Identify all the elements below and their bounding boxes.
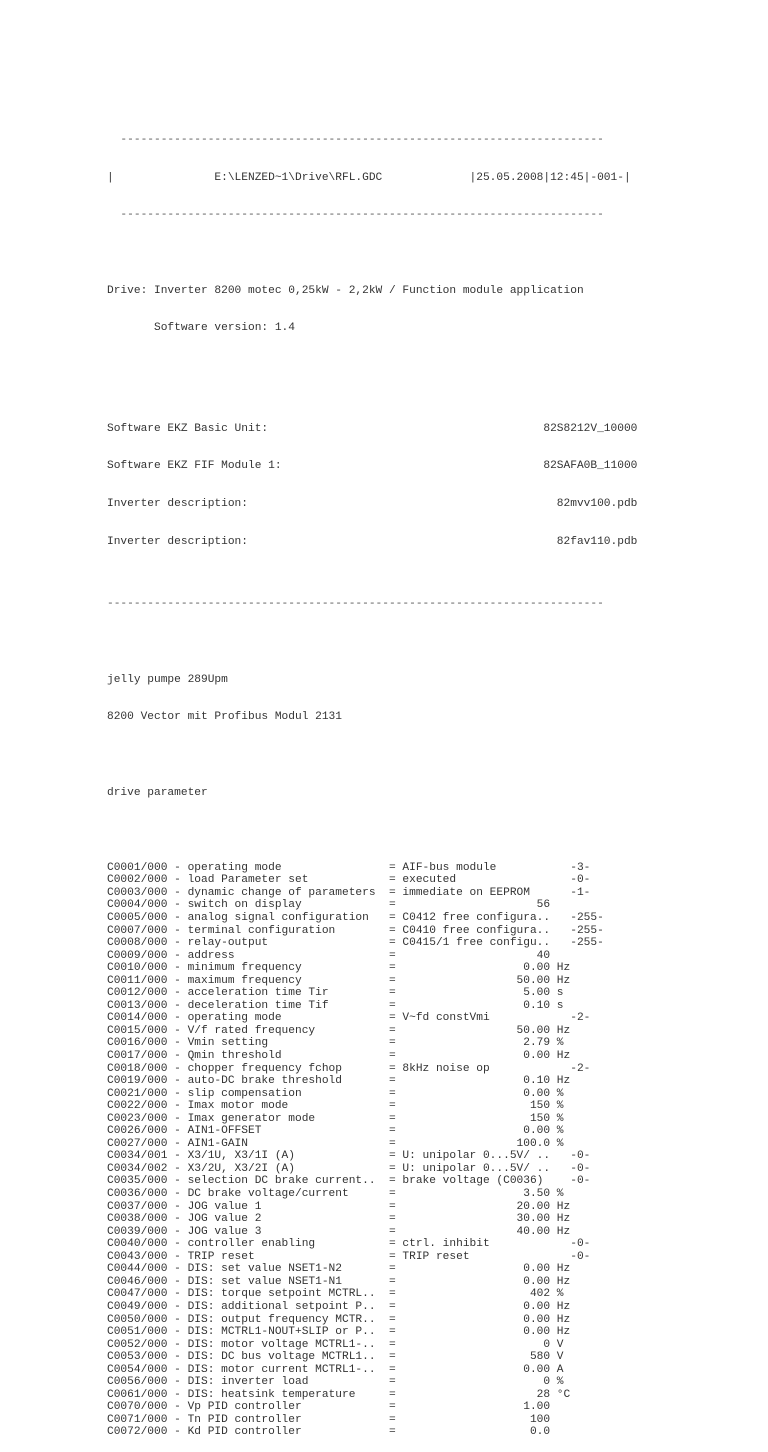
parameter-row: C0003/000 - dynamic change of parameters = immediate on EEPROM -1-	[107, 886, 591, 899]
parameter-row: C0013/000 - deceleration time Tif = 0.10 s	[107, 999, 564, 1012]
parameter-row: C0056/000 - DIS: inverter load = 0 %	[107, 1376, 564, 1389]
parameter-row: C0014/000 - operating mode = V~fd constVmi -2-	[107, 1012, 591, 1025]
blank-line	[107, 247, 667, 260]
software-line: Software EKZ FIF Module 1: 82SAFA0B_11000	[107, 460, 638, 473]
parameter-row: C0005/000 - analog signal configuration = C0412 free configura.. -255-	[107, 912, 604, 924]
blank-line	[107, 749, 667, 762]
parameter-row: C0012/000 - acceleration time Tir = 5.00 s	[107, 987, 564, 1000]
parameter-list	[107, 862, 667, 1439]
parameter-row: C0038/000 - JOG value 2 = 30.00 Hz	[107, 1213, 571, 1226]
parameter-row: C0053/000 - DIS: DC bus voltage MCTRL1.. = 580 V	[107, 1351, 564, 1364]
parameter-row: C0035/000 - selection DC brake current.. = brake voltage (C0036) -0-	[107, 1175, 591, 1188]
parameter-row: C0022/000 - Imax motor mode = 150 %	[107, 1100, 564, 1113]
parameter-row: C0017/000 - Qmin threshold = 0.00 Hz	[107, 1050, 571, 1063]
software-list	[107, 398, 667, 574]
drive-description: Drive: Inverter 8200 motec 0,25kW - 2,2kW / Function module application	[107, 284, 584, 297]
parameter-row: C0004/000 - switch on display = 56	[107, 899, 551, 912]
parameter-row: C0023/000 - Imax generator mode = 150 %	[107, 1112, 564, 1125]
parameter-row: C0008/000 - relay-output = C0415/1 free configu.. -255-	[107, 937, 604, 950]
parameter-row: C0049/000 - DIS: additional setpoint P.. = 0.00 Hz	[107, 1300, 571, 1313]
blank-line	[107, 636, 667, 649]
blank-line	[107, 824, 667, 837]
parameter-row: C0052/000 - DIS: motor voltage MCTRL1-.. = 0 V	[107, 1338, 564, 1351]
parameter-row: C0015/000 - V/f rated frequency = 50.00 Hz	[107, 1024, 571, 1037]
parameter-row: C0071/000 - Tn PID controller = 100	[107, 1413, 551, 1426]
parameter-row: C0034/001 - X3/1U, X3/1I (A) = U: unipolar 0...5V/ .. -0-	[107, 1150, 591, 1163]
parameter-row: C0018/000 - chopper frequency fchop = 8kHz noise op -2-	[107, 1062, 591, 1075]
parameter-row: C0011/000 - maximum frequency = 50.00 Hz	[107, 974, 571, 987]
parameter-row: C0016/000 - Vmin setting = 2.79 %	[107, 1037, 564, 1050]
parameter-row: C0072/000 - Kd PID controller = 0.0	[107, 1426, 551, 1439]
parameter-row: C0034/002 - X3/2U, X3/2I (A) = U: unipolar 0...5V/ .. -0-	[107, 1162, 591, 1175]
header-title-line: | E:\LENZED~1\Drive\RFL.GDC |25.05.2008|12:45|-001-|	[107, 171, 631, 184]
blank-line	[107, 360, 667, 373]
parameter-row: C0007/000 - terminal configuration = C0410 free configura.. -255-	[107, 924, 604, 937]
parameter-row: C0050/000 - DIS: output frequency MCTR.. = 0.00 Hz	[107, 1313, 571, 1326]
software-line: Inverter description: 82fav110.pdb	[107, 535, 638, 548]
parameter-row: C0009/000 - address = 40	[107, 949, 551, 962]
parameter-row: C0002/000 - load Parameter set = executed -0-	[107, 874, 591, 887]
software-line: Software EKZ Basic Unit: 82S8212V_10000	[107, 422, 638, 435]
parameter-row: C0046/000 - DIS: set value NSET1-N1 = 0.00 Hz	[107, 1275, 571, 1288]
note-line: 8200 Vector mit Profibus Modul 2131	[107, 711, 342, 724]
parameter-row: C0027/000 - AIN1-GAIN = 100.0 %	[107, 1137, 564, 1150]
software-version: Software version: 1.4	[107, 322, 295, 335]
section-title: drive parameter	[107, 786, 208, 799]
parameter-row: C0037/000 - JOG value 1 = 20.00 Hz	[107, 1200, 571, 1213]
note-line: jelly pumpe 289Upm	[107, 673, 228, 686]
parameter-row: C0043/000 - TRIP reset = TRIP reset -0-	[107, 1250, 591, 1263]
parameter-printout	[107, 109, 667, 1452]
parameter-row: C0021/000 - slip compensation = 0.00 %	[107, 1087, 564, 1100]
parameter-row: C0036/000 - DC brake voltage/current = 3.50 %	[107, 1188, 564, 1201]
parameter-row: C0044/000 - DIS: set value NSET1-N2 = 0.00 Hz	[107, 1263, 571, 1276]
parameter-row: C0001/000 - operating mode = AIF-bus module -3-	[107, 861, 591, 874]
parameter-row: C0040/000 - controller enabling = ctrl. inhibit -0-	[107, 1238, 591, 1251]
parameter-row: C0051/000 - DIS: MCTRL1-NOUT+SLIP or P.. = 0.00 Hz	[107, 1326, 571, 1339]
header-rule-bottom: ------------------------------------------------------------------------	[107, 209, 604, 222]
parameter-row: C0039/000 - JOG value 3 = 40.00 Hz	[107, 1225, 571, 1238]
parameter-row: C0070/000 - Vp PID controller = 1.00	[107, 1401, 551, 1414]
software-rule: --------------------------------------------------------------------------	[107, 598, 604, 611]
parameter-row: C0054/000 - DIS: motor current MCTRL1-.. = 0.00 A	[107, 1363, 564, 1376]
parameter-row: C0010/000 - minimum frequency = 0.00 Hz	[107, 962, 571, 975]
parameter-row: C0061/000 - DIS: heatsink temperature = 28 °C	[107, 1388, 571, 1401]
header-rule-top: ------------------------------------------------------------------------	[107, 134, 604, 147]
parameter-row: C0047/000 - DIS: torque setpoint MCTRL.. = 402 %	[107, 1288, 564, 1301]
parameter-row: C0026/000 - AIN1-OFFSET = 0.00 %	[107, 1125, 564, 1138]
software-line: Inverter description: 82mvv100.pdb	[107, 497, 638, 510]
parameter-row: C0019/000 - auto-DC brake threshold = 0.10 Hz	[107, 1075, 571, 1088]
